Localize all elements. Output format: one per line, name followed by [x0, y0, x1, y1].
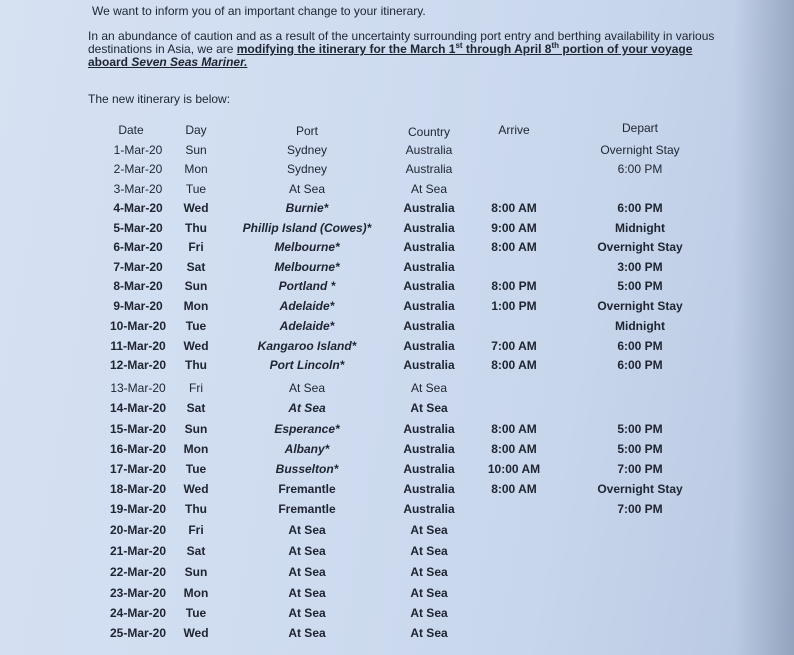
country-cell: At Sea: [410, 544, 448, 558]
intro-paragraph: [88, 30, 728, 69]
country-cell: Australia: [403, 279, 455, 293]
country-cell: Australia: [403, 442, 455, 456]
day-cell: Thu: [185, 221, 207, 235]
country-cell: At Sea: [410, 401, 448, 415]
depart-cell: 6:00 PM: [617, 201, 663, 215]
table-row: [0, 299, 794, 317]
date-cell: 21-Mar-20: [109, 544, 167, 558]
country-cell: At Sea: [410, 381, 448, 395]
date-cell: 7-Mar-20: [113, 260, 163, 274]
emphasis-part-3: portion of your voyage aboard: [88, 42, 693, 69]
day-cell: Tue: [185, 319, 207, 333]
date-cell: 12-Mar-20: [109, 358, 167, 372]
day-cell: Mon: [184, 162, 208, 176]
arrive-cell: 1:00 PM: [491, 299, 537, 313]
table-row: [0, 260, 794, 278]
day-cell: Sat: [186, 544, 206, 558]
date-cell: 14-Mar-20: [109, 401, 167, 415]
date-cell: 24-Mar-20: [109, 606, 167, 620]
date-cell: 18-Mar-20: [109, 482, 167, 496]
depart-cell: 6:00 PM: [617, 339, 663, 353]
header-country: Country: [407, 125, 451, 139]
port-cell: Adelaide*: [279, 299, 335, 313]
port-cell: Burnie*: [285, 201, 329, 215]
country-cell: Australia: [403, 319, 455, 333]
day-cell: Sun: [184, 422, 208, 436]
country-cell: Australia: [403, 299, 455, 313]
arrive-cell: 8:00 PM: [491, 279, 537, 293]
country-cell: Australia: [403, 339, 455, 353]
table-row: [0, 586, 794, 604]
country-cell: Australia: [405, 143, 453, 157]
ordinal-st: st: [455, 41, 463, 50]
depart-cell: Overnight Stay: [597, 299, 683, 313]
day-cell: Sun: [184, 279, 208, 293]
ship-name: Seven Seas Mariner.: [131, 55, 248, 69]
country-cell: Australia: [405, 162, 453, 176]
country-cell: Australia: [403, 201, 455, 215]
day-cell: Fri: [188, 523, 204, 537]
country-cell: Australia: [403, 422, 455, 436]
country-cell: At Sea: [410, 586, 448, 600]
country-cell: At Sea: [410, 626, 448, 640]
country-cell: At Sea: [410, 523, 448, 537]
day-cell: Mon: [183, 442, 209, 456]
table-row: [0, 502, 794, 520]
port-cell: Fremantle: [278, 502, 336, 516]
port-cell: At Sea: [288, 182, 326, 196]
table-row: [0, 381, 794, 399]
port-cell: At Sea: [288, 606, 326, 620]
day-cell: Wed: [183, 339, 209, 353]
table-row: [0, 143, 794, 161]
port-cell: Albany*: [284, 442, 330, 456]
date-cell: 23-Mar-20: [109, 586, 167, 600]
table-row: [0, 319, 794, 337]
day-cell: Tue: [185, 462, 207, 476]
depart-cell: 5:00 PM: [617, 442, 663, 456]
table-row: [0, 606, 794, 624]
date-cell: 15-Mar-20: [109, 422, 167, 436]
table-row: [0, 482, 794, 500]
country-cell: Australia: [403, 358, 455, 372]
date-cell: 5-Mar-20: [113, 221, 163, 235]
table-row: [0, 182, 794, 200]
intro-paragraph-text: In an abundance of caution and as a result of the uncertainty surrounding port entry and berthing availability in various destinations in Asia, we are: [88, 29, 715, 56]
port-cell: Phillip Island (Cowes)*: [242, 221, 372, 235]
table-row: [0, 565, 794, 583]
header-depart: Depart: [621, 121, 659, 135]
date-cell: 22-Mar-20: [109, 565, 167, 579]
arrive-cell: 8:00 AM: [491, 442, 537, 456]
table-row: [0, 422, 794, 440]
table-row: [0, 401, 794, 419]
table-row: [0, 544, 794, 562]
date-cell: 16-Mar-20: [109, 442, 167, 456]
port-cell: Portland *: [278, 279, 336, 293]
port-cell: Esperance*: [274, 422, 340, 436]
date-cell: 20-Mar-20: [109, 523, 167, 537]
date-cell: 8-Mar-20: [113, 279, 163, 293]
date-cell: 25-Mar-20: [109, 626, 167, 640]
day-cell: Sat: [186, 401, 206, 415]
header-arrive: Arrive: [498, 123, 530, 137]
date-cell: 10-Mar-20: [109, 319, 167, 333]
date-cell: 11-Mar-20: [110, 339, 166, 353]
date-cell: 9-Mar-20: [113, 299, 163, 313]
port-cell: At Sea: [288, 544, 326, 558]
depart-cell: 7:00 PM: [617, 502, 663, 516]
port-cell: Sydney: [286, 143, 328, 157]
day-cell: Sun: [184, 565, 208, 579]
country-cell: Australia: [403, 482, 455, 496]
arrive-cell: 10:00 AM: [487, 462, 541, 476]
table-row: [0, 442, 794, 460]
day-cell: Tue: [185, 606, 207, 620]
depart-cell: Midnight: [615, 319, 665, 333]
date-cell: 6-Mar-20: [113, 240, 163, 254]
day-cell: Thu: [185, 358, 207, 372]
country-cell: Australia: [403, 221, 455, 235]
date-cell: 19-Mar-20: [109, 502, 167, 516]
table-row: [0, 162, 794, 180]
table-row: [0, 358, 794, 376]
day-cell: Tue: [185, 182, 207, 196]
country-cell: At Sea: [410, 565, 448, 579]
table-row: [0, 523, 794, 541]
day-cell: Wed: [183, 482, 209, 496]
port-cell: At Sea: [288, 523, 326, 537]
date-cell: 3-Mar-20: [113, 182, 163, 196]
depart-cell: 7:00 PM: [617, 462, 663, 476]
arrive-cell: 8:00 AM: [491, 358, 537, 372]
depart-cell: 5:00 PM: [617, 279, 663, 293]
port-cell: Kangaroo Island*: [257, 339, 357, 353]
port-cell: Sydney: [286, 162, 328, 176]
depart-cell: 3:00 PM: [617, 260, 663, 274]
port-cell: At Sea: [288, 586, 326, 600]
country-cell: Australia: [403, 240, 455, 254]
port-cell: Melbourne*: [274, 240, 340, 254]
table-row: [0, 462, 794, 480]
depart-cell: 5:00 PM: [617, 422, 663, 436]
port-cell: At Sea: [288, 381, 326, 395]
country-cell: Australia: [403, 502, 455, 516]
depart-cell: Overnight Stay: [597, 240, 683, 254]
depart-cell: Overnight Stay: [597, 482, 683, 496]
depart-cell: 6:00 PM: [617, 162, 663, 176]
port-cell: At Sea: [288, 626, 326, 640]
table-row: [0, 221, 794, 239]
date-cell: 2-Mar-20: [113, 162, 163, 176]
header-day: Day: [185, 123, 207, 137]
header-port: Port: [295, 124, 318, 138]
table-row: [0, 339, 794, 357]
ordinal-th: th: [551, 41, 560, 50]
itinerary-intro: The new itinerary is below:: [88, 92, 231, 106]
day-cell: Wed: [183, 201, 209, 215]
port-cell: Busselton*: [275, 462, 339, 476]
emphasis-part-2: through April 8: [462, 42, 552, 56]
day-cell: Sat: [186, 260, 206, 274]
arrive-cell: 9:00 AM: [491, 221, 537, 235]
port-cell: At Sea: [288, 565, 326, 579]
day-cell: Fri: [188, 240, 204, 254]
emphasis-part-1: modifying the itinerary for the March 1: [236, 42, 456, 56]
table-row: [0, 626, 794, 644]
day-cell: Mon: [183, 586, 209, 600]
arrive-cell: 8:00 AM: [491, 422, 537, 436]
depart-cell: 6:00 PM: [617, 358, 663, 372]
port-cell: Melbourne*: [274, 260, 340, 274]
country-cell: At Sea: [410, 606, 448, 620]
day-cell: Mon: [183, 299, 209, 313]
day-cell: Fri: [189, 381, 203, 395]
depart-cell: Midnight: [615, 221, 665, 235]
port-cell: Port Lincoln*: [269, 358, 345, 372]
arrive-cell: 8:00 AM: [491, 482, 537, 496]
country-cell: Australia: [403, 260, 455, 274]
table-row: [0, 201, 794, 219]
port-cell: At Sea: [288, 401, 326, 415]
header-date: Date: [118, 123, 144, 137]
country-cell: Australia: [403, 462, 455, 476]
date-cell: 13-Mar-20: [110, 381, 166, 395]
date-cell: 17-Mar-20: [109, 462, 167, 476]
date-cell: 4-Mar-20: [113, 201, 163, 215]
date-cell: 1-Mar-20: [113, 143, 163, 157]
table-row: [0, 240, 794, 258]
arrive-cell: 8:00 AM: [491, 201, 537, 215]
arrive-cell: 7:00 AM: [491, 339, 537, 353]
day-cell: Sun: [185, 143, 207, 157]
intro-line: We want to inform you of an important change to your itinerary.: [92, 4, 426, 18]
arrive-cell: 8:00 AM: [491, 240, 537, 254]
country-cell: At Sea: [410, 182, 448, 196]
day-cell: Thu: [185, 502, 207, 516]
day-cell: Wed: [183, 626, 209, 640]
depart-cell: Overnight Stay: [600, 143, 680, 157]
port-cell: Adelaide*: [279, 319, 335, 333]
port-cell: Fremantle: [278, 482, 336, 496]
table-row: [0, 279, 794, 297]
